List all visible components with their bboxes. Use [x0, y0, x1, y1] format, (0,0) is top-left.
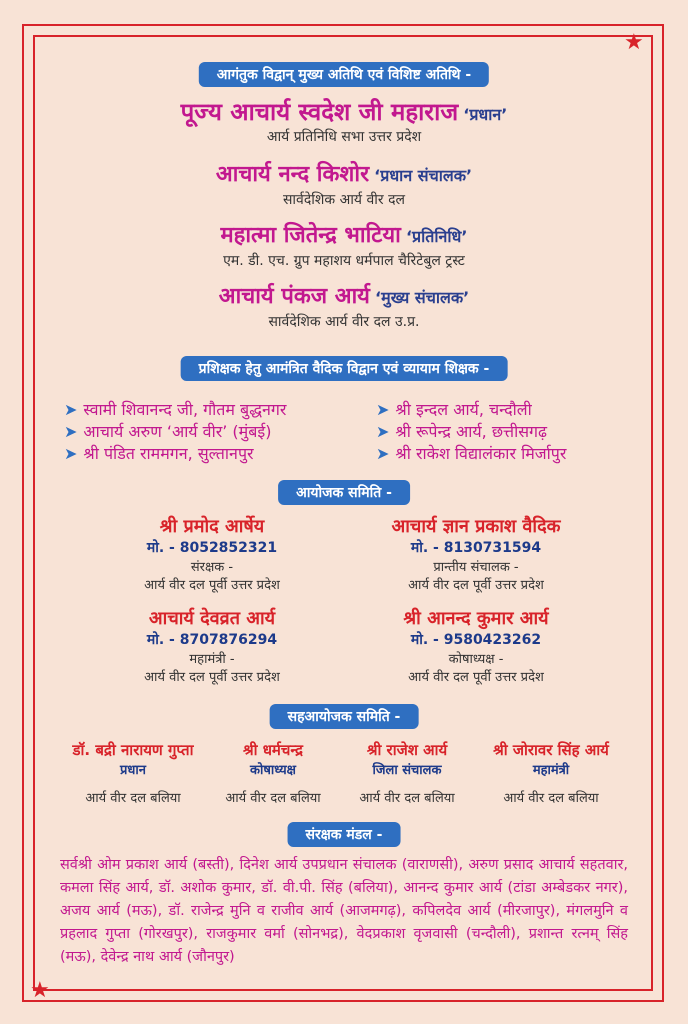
arrow-icon: ➤	[64, 422, 78, 441]
organizer-name: श्री आनन्द कुमार आर्य	[403, 608, 549, 629]
star-icon: ★	[30, 978, 50, 1003]
guest-title: ‘प्रतिनिधि’	[405, 227, 468, 246]
co-organizer-org: आर्य वीर दल बलिया	[503, 791, 599, 806]
arrow-icon: ➤	[376, 422, 390, 441]
trainer-item: ➤ आचार्य अरुण ‘आर्य वीर’ (मुंबई)	[64, 422, 272, 441]
organizer-name: आचार्य देवव्रत आर्य	[148, 608, 276, 629]
co-organizer-role: प्रधान	[120, 763, 146, 778]
organizer-org: आर्य वीर दल पूर्वी उत्तर प्रदेश	[144, 578, 280, 593]
co-organizer-name: श्री धर्मचन्द्र	[242, 741, 304, 759]
trainer-item: ➤ श्री इन्दल आर्य, चन्दौली	[376, 400, 532, 419]
organizer-phone: मो. - 8130731594	[410, 540, 542, 556]
guest-title: ‘मुख्य संचालक’	[375, 288, 470, 307]
guest-name: पूज्य आचार्य स्वदेश जी महाराज	[180, 98, 459, 126]
co-organizer-role: जिला संचालक	[372, 763, 442, 778]
co-organizers-heading: सहआयोजक समिति -	[270, 704, 419, 729]
organizer-phone: मो. - 8707876294	[146, 632, 278, 648]
organizers-heading: आयोजक समिति -	[278, 480, 410, 505]
trainer-item: ➤ स्वामी शिवानन्द जी, गौतम बुद्धनगर	[64, 400, 287, 419]
organizer-phone: मो. - 9580423262	[410, 632, 542, 648]
organizer-name: आचार्य ज्ञान प्रकाश वैदिक	[391, 516, 561, 537]
organizer-role: प्रान्तीय संचालक -	[433, 560, 519, 575]
co-organizer-org: आर्य वीर दल बलिया	[225, 791, 321, 806]
trainer-item: ➤ श्री पंडित राममगन, सुल्तानपुर	[64, 444, 254, 463]
trainers-heading: प्रशिक्षक हेतु आमंत्रित वैदिक विद्वान एवं व्यायाम शिक्षक -	[181, 356, 508, 381]
organizer-card	[336, 606, 616, 685]
guest-title: ‘प्रधान संचालक’	[374, 166, 473, 185]
guest-name: महात्मा जितेन्द्र भाटिया	[220, 223, 401, 248]
guest-org: आर्य प्रतिनिधि सभा उत्तर प्रदेश	[266, 129, 422, 145]
co-organizer-name: डॉ. बद्री नारायण गुप्ता	[72, 741, 194, 759]
guest-org: सार्वदेशिक आर्य वीर दल	[282, 192, 406, 208]
co-organizer-name: श्री जोरावर सिंह आर्य	[493, 741, 609, 759]
organizer-org: आर्य वीर दल पूर्वी उत्तर प्रदेश	[144, 670, 280, 685]
guests-heading: आगंतुक विद्वान् मुख्य अतिथि एवं विशिष्ट अतिथि -	[199, 62, 489, 87]
guest-1	[0, 95, 688, 128]
guest-3	[0, 219, 688, 249]
guest-org: एम. डी. एच. ग्रुप महाशय धर्मपाल चैरिटेबुल ट्रस्ट	[223, 253, 465, 269]
guest-4	[0, 280, 688, 310]
patrons-list: सर्वश्री ओम प्रकाश आर्य (बस्ती), दिनेश आर्य उपप्रधान संचालक (वाराणसी), अरुण प्रसाद आचार्य सहतवार, कमला सिंह आर्य, डॉ. अशोक कुमार, डॉ. वी.पी. सिंह (बलिया), आनन्द कुमार आर्य (टांडा अम्बेडकर नगर), अजय आर्य (मऊ), डॉ. राजेन्द्र मुनि व राजीव आर्य (आजमगढ़), कपिलदेव आर्य (मीरजापुर), मंगलमुनि व प्रहलाद गुप्ता (गोरखपुर), राजकुमार वर्मा (सोनभद्र), वेदप्रकाश वृजवासी (चन्दौली), प्रशान्त रत्नम् सिंह (मऊ), देवेन्द्र नाथ आर्य (जौनपुर)	[60, 857, 628, 965]
co-organizer-org: आर्य वीर दल बलिया	[359, 791, 455, 806]
organizer-card	[72, 514, 352, 593]
patrons-heading: संरक्षक मंडल -	[288, 822, 401, 847]
organizer-role: संरक्षक -	[190, 560, 234, 575]
arrow-icon: ➤	[376, 444, 390, 463]
organizer-role: कोषाध्यक्ष -	[448, 652, 504, 667]
organizer-card	[72, 606, 352, 685]
organizer-org: आर्य वीर दल पूर्वी उत्तर प्रदेश	[408, 670, 544, 685]
guest-name: आचार्य पंकज आर्य	[218, 284, 370, 309]
organizer-phone: मो. - 8052852321	[146, 540, 278, 556]
guest-2	[0, 158, 688, 188]
co-organizer-name: श्री राजेश आर्य	[366, 741, 448, 759]
guest-title: ‘प्रधान’	[463, 105, 508, 124]
co-organizer-org: आर्य वीर दल बलिया	[85, 791, 181, 806]
organizer-org: आर्य वीर दल पूर्वी उत्तर प्रदेश	[408, 578, 544, 593]
co-organizer-role: महामंत्री	[532, 763, 570, 778]
trainer-item: ➤ श्री राकेश विद्यालंकार मिर्जापुर	[376, 444, 567, 463]
guest-org: सार्वदेशिक आर्य वीर दल उ.प्र.	[268, 314, 420, 330]
organizer-role: महामंत्री -	[189, 652, 235, 667]
trainer-item: ➤ श्री रूपेन्द्र आर्य, छत्तीसगढ़	[376, 422, 548, 441]
organizer-card	[336, 514, 616, 593]
co-organizer-card	[466, 740, 636, 806]
co-organizer-role: कोषाध्यक्ष	[250, 763, 296, 778]
arrow-icon: ➤	[64, 400, 78, 419]
arrow-icon: ➤	[376, 400, 390, 419]
arrow-icon: ➤	[64, 444, 78, 463]
organizer-name: श्री प्रमोद आर्षेय	[159, 516, 265, 537]
guest-name: आचार्य नन्द किशोर	[215, 162, 370, 187]
star-icon: ★	[624, 30, 644, 55]
